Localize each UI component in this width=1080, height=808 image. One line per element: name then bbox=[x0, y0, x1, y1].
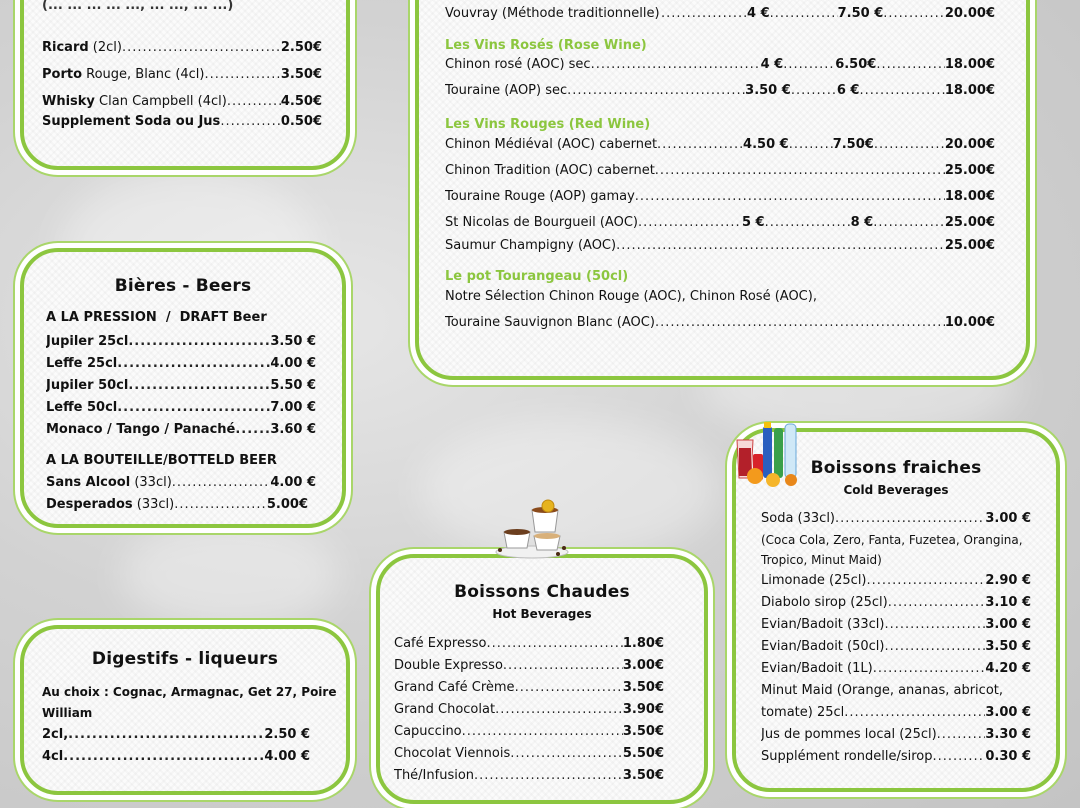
rose-header: Les Vins Rosés (Rose Wine) bbox=[445, 38, 647, 53]
menu-row: Soda (33cl) ..... 3.00 € bbox=[761, 511, 1031, 526]
menu-row: Porto Rouge, Blanc (4cl) ..... 3.50€ bbox=[42, 67, 322, 82]
menu-row: Café Expresso ..... 1.80€ bbox=[394, 636, 664, 651]
cold-subtitle: Cold Beverages bbox=[843, 483, 949, 497]
menu-row: Evian/Badoit (1L) ..... 4.20 € bbox=[761, 661, 1031, 676]
menu-row: Grand Café Crème ..... 3.50€ bbox=[394, 680, 664, 695]
menu-row: Whisky Clan Campbell (4cl) ..... 4.50€ bbox=[42, 94, 322, 109]
menu-row: Monaco / Tango / Panaché ..... 3.60 € bbox=[46, 422, 316, 437]
background-texture bbox=[120, 520, 340, 630]
wine-row: St Nicolas de Bourgueil (AOC) ..... 5 € ..... 8 € ..... 25.00€ bbox=[445, 215, 995, 230]
bottle-header: A LA BOUTEILLE/BOTTELD BEER bbox=[46, 453, 277, 468]
menu-row: 4cl ..... 4.00 € bbox=[42, 749, 310, 764]
menu-row: Evian/Badoit (50cl) ..... 3.50 € bbox=[761, 639, 1031, 654]
aperitifs-card bbox=[20, 0, 350, 170]
digestifs-choice-cont: William bbox=[42, 706, 93, 720]
wine-row: Touraine Sauvignon Blanc (AOC) ..... 10.00€ bbox=[445, 315, 995, 330]
menu-row: Jus de pommes local (25cl) ..... 3.30 € bbox=[761, 727, 1031, 742]
wines-card bbox=[415, 0, 1030, 380]
digestifs-choice: Au choix : Cognac, Armagnac, Get 27, Poire bbox=[42, 685, 337, 699]
wine-row: Chinon rosé (AOC) sec ..... 4 € ..... 6.50€ ..... 18.00€ bbox=[445, 57, 995, 72]
wine-row: Chinon Médiéval (AOC) cabernet ..... 4.50 € ..... 7.50€ ..... 20.00€ bbox=[445, 137, 995, 152]
menu-row: Diabolo sirop (25cl) ..... 3.10 € bbox=[761, 595, 1031, 610]
menu-row: Chocolat Viennois ..... 5.50€ bbox=[394, 746, 664, 761]
menu-row: Ricard (2cl) ..... 2.50€ bbox=[42, 40, 322, 55]
wine-row: Touraine (AOP) sec ..... 3.50 € ..... 6 € ..... 18.00€ bbox=[445, 83, 995, 98]
menu-row: Sans Alcool (33cl) ..... 4.00 € bbox=[46, 475, 316, 490]
menu-row: Jupiler 50cl ..... 5.50 € bbox=[46, 378, 316, 393]
minut-maid-line: Minut Maid (Orange, ananas, abricot, bbox=[761, 683, 1004, 698]
menu-row: tomate) 25cl ..... 3.00 € bbox=[761, 705, 1031, 720]
hot-beverages-card bbox=[376, 554, 708, 804]
menu-row: Double Expresso ..... 3.00€ bbox=[394, 658, 664, 673]
hot-subtitle: Hot Beverages bbox=[492, 607, 592, 621]
wine-row: Vouvray (Méthode traditionnelle) ..... 4 € ..... 7.50 € ..... 20.00€ bbox=[445, 6, 995, 21]
cold-drinks-icon bbox=[733, 418, 807, 488]
pot-header: Le pot Tourangeau (50cl) bbox=[445, 269, 629, 284]
menu-row: Supplement Soda ou Jus ..... 0.50€ bbox=[42, 114, 322, 129]
menu-row: Jupiler 25cl ..... 3.50 € bbox=[46, 334, 316, 349]
menu-row: Limonade (25cl) ..... 2.90 € bbox=[761, 573, 1031, 588]
wine-row: Chinon Tradition (AOC) cabernet ..... 25.00€ bbox=[445, 163, 995, 178]
menu-row: Capuccino ..... 3.50€ bbox=[394, 724, 664, 739]
menu-row: Evian/Badoit (33cl) ..... 3.00 € bbox=[761, 617, 1031, 632]
soda-note: (Coca Cola, Zero, Fanta, Fuzetea, Orangina, bbox=[761, 533, 1023, 547]
menu-row: Leffe 25cl ..... 4.00 € bbox=[46, 356, 316, 371]
beers-card bbox=[20, 248, 346, 528]
draft-header: A LA PRESSION / DRAFT Beer bbox=[46, 310, 267, 325]
hot-title: Boissons Chaudes bbox=[454, 582, 630, 602]
pot-selection: Notre Sélection Chinon Rouge (AOC), Chinon Rosé (AOC), bbox=[445, 289, 817, 304]
red-header: Les Vins Rouges (Red Wine) bbox=[445, 117, 651, 132]
menu-row: Grand Chocolat ..... 3.90€ bbox=[394, 702, 664, 717]
wine-row: Saumur Champigny (AOC) ..... 25.00€ bbox=[445, 238, 995, 253]
menu-row: 2cl, ..... 2.50 € bbox=[42, 727, 310, 742]
menu-row: Supplément rondelle/sirop ..... 0.30 € bbox=[761, 749, 1031, 764]
menu-row: Thé/Infusion ..... 3.50€ bbox=[394, 768, 664, 783]
soda-note-cont: Tropico, Minut Maid) bbox=[761, 553, 882, 567]
cold-title: Boissons fraiches bbox=[810, 458, 982, 478]
digestifs-card bbox=[20, 625, 350, 795]
aperitifs-cut-line: (... ... ... ... ..., ... ..., ... ...) bbox=[42, 0, 234, 13]
beers-title: Bières - Beers bbox=[114, 276, 252, 296]
menu-row: Leffe 50cl ..... 7.00 € bbox=[46, 400, 316, 415]
coffee-cups-icon bbox=[492, 498, 572, 560]
wine-row: Touraine Rouge (AOP) gamay ..... 18.00€ bbox=[445, 189, 995, 204]
digestifs-title: Digestifs - liqueurs bbox=[91, 649, 279, 669]
menu-row: Desperados (33cl) ..... 5.00€ bbox=[46, 497, 308, 512]
